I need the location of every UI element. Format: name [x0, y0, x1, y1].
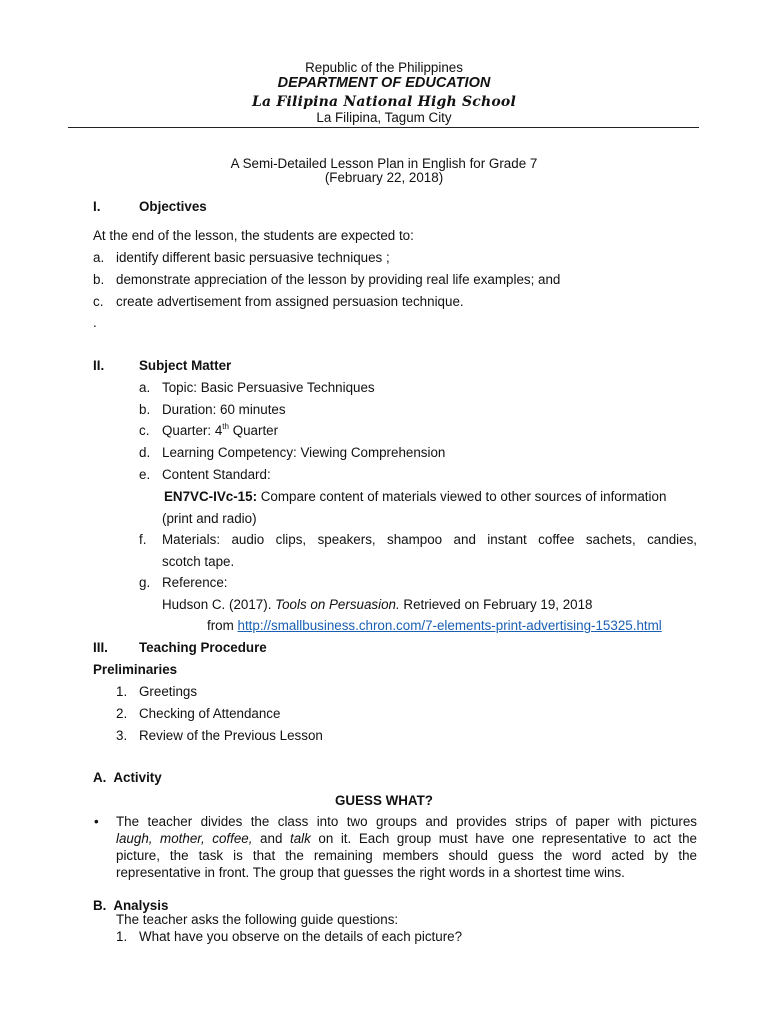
analysis-question: What have you observe on the details of each picture?: [139, 929, 463, 944]
activity-text-line: [116, 831, 697, 846]
objective-item: create advertisement from assigned persuasion technique.: [116, 294, 464, 309]
activity-word: talk: [289, 831, 311, 846]
procedure-number: III.: [93, 640, 108, 655]
materials-item-cont: scotch tape.: [162, 554, 235, 569]
analysis-heading: B. Analysis: [93, 898, 169, 913]
activity-title: GUESS WHAT?: [335, 793, 433, 808]
preliminary-item: Greetings: [139, 684, 198, 699]
reference-citation: [162, 597, 593, 612]
activity-text: and: [252, 831, 290, 846]
objective-marker: c.: [93, 294, 104, 309]
header-divider: [68, 127, 699, 128]
stray-dot: .: [93, 315, 97, 330]
list-marker: d.: [139, 445, 151, 460]
reference-author: Hudson C. (2017).: [162, 597, 276, 612]
content-standard-text: Compare content of materials viewed to other sources of information: [257, 489, 667, 504]
duration-item: Duration: 60 minutes: [162, 402, 286, 417]
bullet-icon: •: [94, 814, 99, 829]
preliminary-item: Checking of Attendance: [139, 706, 281, 721]
objectives-intro: At the end of the lesson, the students are expected to:: [93, 228, 414, 243]
subject-matter-heading: Subject Matter: [139, 358, 232, 373]
objective-item: identify different basic persuasive techniques ;: [116, 250, 390, 265]
subject-matter-number: II.: [93, 358, 105, 373]
analysis-intro: The teacher asks the following guide questions:: [116, 912, 399, 927]
list-marker: f.: [139, 532, 147, 547]
department-line: DEPARTMENT OF EDUCATION: [277, 75, 491, 91]
list-marker: a.: [139, 380, 151, 395]
reference-retrieved: Retrieved on February 19, 2018: [399, 597, 593, 612]
reference-source: [207, 618, 662, 633]
activity-text-line: picture, the task is that the remaining members should guess the word acted by the: [116, 848, 697, 863]
activity-heading: A. Activity: [93, 770, 162, 785]
reference-label: Reference:: [162, 575, 228, 590]
list-marker: g.: [139, 575, 151, 590]
quarter-item: [162, 423, 278, 438]
preliminaries-heading: Preliminaries: [93, 662, 178, 677]
objective-marker: b.: [93, 272, 105, 287]
preliminary-item: Review of the Previous Lesson: [139, 728, 323, 743]
list-marker: e.: [139, 467, 151, 482]
list-marker: 2.: [116, 706, 128, 721]
materials-item: Materials: audio clips, speakers, shampoo and instant coffee sachets, candies,: [162, 532, 697, 547]
list-marker: 3.: [116, 728, 128, 743]
activity-words: laugh, mother, coffee,: [116, 831, 253, 846]
reference-title: Tools on Persuasion.: [275, 597, 400, 612]
reference-from: from: [207, 618, 238, 633]
procedure-heading: Teaching Procedure: [139, 640, 267, 655]
quarter-suffix: Quarter: [228, 423, 279, 438]
content-standard-line: [164, 489, 666, 504]
competency-code: EN7VC-IVc-15:: [164, 489, 258, 504]
school-name: La Filipina National High School: [252, 94, 516, 110]
reference-link[interactable]: http://smallbusiness.chron.com/7-elements-print-advertising-15325.html: [237, 618, 662, 633]
objective-marker: a.: [93, 250, 105, 265]
quarter-prefix: Quarter: 4: [162, 423, 223, 438]
lesson-plan-title: A Semi-Detailed Lesson Plan in English for Grade 7: [230, 156, 538, 171]
objectives-heading: Objectives: [139, 199, 207, 214]
list-marker: 1.: [116, 929, 128, 944]
objective-item: demonstrate appreciation of the lesson by providing real life examples; and: [116, 272, 561, 287]
competency-item: Learning Competency: Viewing Comprehension: [162, 445, 446, 460]
activity-text-line: representative in front. The group that guesses the right words in a shortest time wins.: [116, 865, 625, 880]
content-standard-label: Content Standard:: [162, 467, 271, 482]
quarter-ordinal-suffix: th: [222, 422, 229, 431]
lesson-plan-date: (February 22, 2018): [324, 170, 444, 185]
republic-line: Republic of the Philippines: [305, 60, 463, 75]
content-standard-text-cont: (print and radio): [162, 511, 257, 526]
list-marker: 1.: [116, 684, 128, 699]
activity-text-line: The teacher divides the class into two groups and provides strips of paper with pictures: [116, 814, 697, 829]
topic-item: Topic: Basic Persuasive Techniques: [162, 380, 375, 395]
activity-text: on it. Each group must have one representative to act the: [310, 831, 698, 846]
city-line: La Filipina, Tagum City: [316, 110, 452, 125]
list-marker: b.: [139, 402, 151, 417]
list-marker: c.: [139, 423, 150, 438]
objectives-number: I.: [93, 199, 101, 214]
